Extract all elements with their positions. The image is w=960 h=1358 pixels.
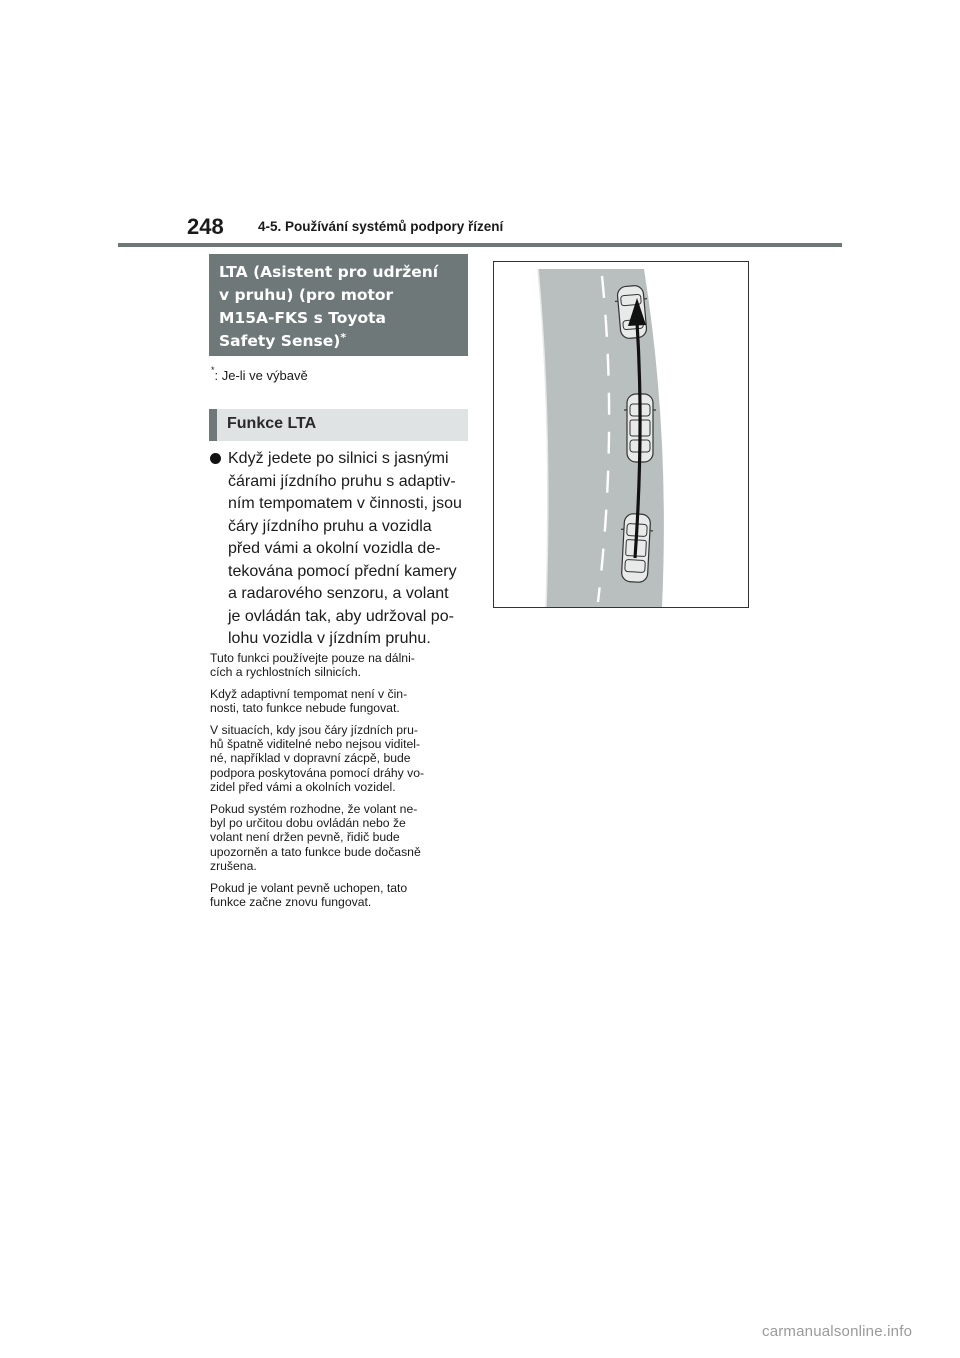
bullet-item (210, 448, 470, 651)
subsection-title-box (209, 409, 468, 441)
bullet-line: čáry jízdního pruhu a vozidla (228, 517, 432, 535)
watermark: carmanualsonline.info (762, 1323, 913, 1340)
bullet-dot-icon (210, 453, 221, 464)
paragraph-line: cích a rychlostních silnicích. (210, 665, 362, 680)
footnote (211, 365, 308, 383)
subsection-title: Funkce LTA (227, 415, 317, 432)
lta-figure (493, 261, 749, 608)
paragraph-line: volant není držen pevně, řidič bude (210, 830, 400, 845)
paragraph-line: zrušena. (210, 859, 257, 874)
bullet-text (228, 448, 470, 651)
body-paragraphs (210, 651, 472, 917)
bullet-line: před vámi a okolní vozidla de- (228, 540, 441, 557)
bullet-line: ním tempomatem v činnosti, jsou (228, 495, 462, 512)
paragraph-line: upozorněn a tato funkce bude dočasně (210, 844, 421, 859)
bullet-line: a radarového senzoru, a volant (228, 585, 449, 602)
paragraph (210, 651, 472, 680)
bullet-line: Když jedete po silnici s jasnými (228, 450, 449, 467)
section-title-mark: * (340, 331, 347, 344)
road-icon (494, 262, 748, 607)
paragraph (210, 881, 472, 910)
paragraph-line: funkce začne znovu fungovat. (210, 895, 372, 910)
bullet-line: lohu vozidla v jízdním pruhu. (228, 630, 431, 647)
section-title-box (209, 254, 468, 356)
paragraph-line: Pokud systém rozhodne, že volant ne- (210, 801, 418, 816)
paragraph-line: nosti, tato funkce nebude fungovat. (210, 701, 400, 716)
paragraph-line: byl po určitou dobu ovládán nebo že (210, 816, 406, 831)
paragraph-line: zidel před vámi a okolních vozidel. (210, 780, 396, 795)
paragraph-line: hů špatně viditelné nebo nejsou viditel- (210, 737, 421, 752)
paragraph (210, 723, 472, 795)
paragraph-line: Tuto funkci používejte pouze na dálni- (210, 651, 415, 665)
paragraph-line: Pokud je volant pevně uchopen, tato (210, 880, 408, 895)
header-rule (118, 243, 842, 247)
section-title-line: LTA (Asistent pro udržení (219, 263, 439, 281)
bullet-line: tekována pomocí přední kamery (228, 562, 457, 580)
bullet-line: čárami jízdního pruhu s adaptiv- (228, 472, 456, 490)
paragraph-line: né, například v dopravní zácpě, bude (210, 751, 411, 766)
paragraph (210, 802, 472, 874)
section-title-line: M15A-FKS s Toyota (219, 309, 386, 327)
footnote-mark: * (211, 365, 215, 375)
page-number: 248 (187, 214, 224, 239)
paragraph-line: Když adaptivní tempomat není v čin- (210, 686, 408, 701)
paragraph (210, 687, 472, 716)
section-title-line: v pruhu) (pro motor (219, 286, 394, 304)
footnote-text: : Je-li ve výbavě (214, 368, 308, 383)
section-title-text: Safety Sense) (219, 332, 341, 350)
paragraph-line: podpora poskytována pomocí dráhy vo- (210, 765, 425, 780)
paragraph-line: V situacích, kdy jsou čáry jízdních pru- (210, 722, 418, 737)
bullet-line: je ovládán tak, aby udržoval po- (228, 607, 454, 625)
chapter-title: 4-5. Používání systémů podpory řízení (258, 219, 504, 234)
section-title-line (219, 330, 460, 353)
